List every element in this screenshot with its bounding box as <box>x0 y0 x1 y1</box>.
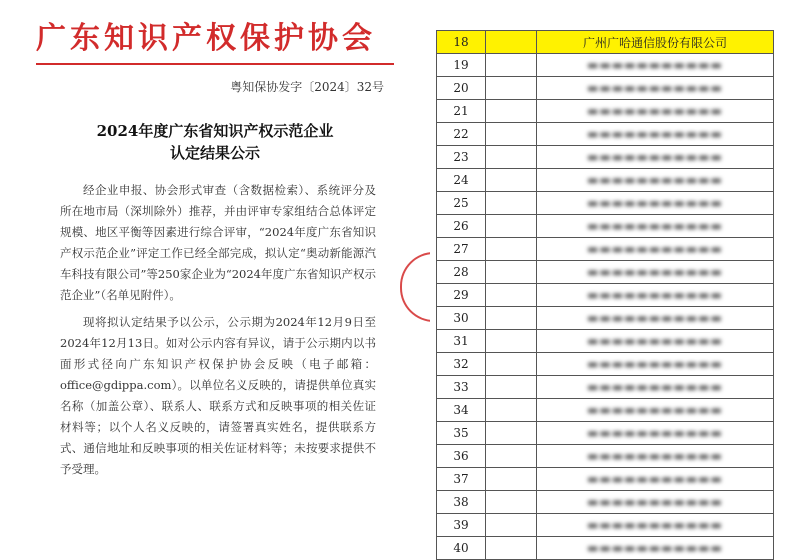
company-name-cell <box>537 399 774 422</box>
row-number: 38 <box>437 491 486 514</box>
company-name-cell <box>537 77 774 100</box>
table-row <box>437 261 774 284</box>
redacted-company-name: ▬▬▬▬▬▬▬▬▬▬▬ <box>587 495 723 509</box>
empty-cell <box>486 77 537 100</box>
empty-cell <box>486 54 537 77</box>
company-name-cell <box>537 330 774 353</box>
redacted-company-name: ▬▬▬▬▬▬▬▬▬▬▬ <box>587 242 723 256</box>
organization-header: 广东知识产权保护协会 <box>36 21 376 56</box>
company-name-cell <box>537 537 774 560</box>
empty-cell <box>486 330 537 353</box>
empty-cell <box>486 192 537 215</box>
empty-cell <box>486 353 537 376</box>
row-number: 22 <box>437 123 486 146</box>
redacted-company-name: ▬▬▬▬▬▬▬▬▬▬▬ <box>587 311 723 325</box>
company-name-cell <box>537 353 774 376</box>
company-name-cell <box>537 123 774 146</box>
empty-cell <box>486 31 537 54</box>
redacted-company-name: ▬▬▬▬▬▬▬▬▬▬▬ <box>587 403 723 417</box>
empty-cell <box>486 100 537 123</box>
company-name-cell <box>537 169 774 192</box>
empty-cell <box>486 445 537 468</box>
company-name-cell <box>537 54 774 77</box>
row-number: 32 <box>437 353 486 376</box>
table-row <box>437 468 774 491</box>
table-row <box>437 215 774 238</box>
redacted-company-name: ▬▬▬▬▬▬▬▬▬▬▬ <box>587 196 723 210</box>
company-name-cell <box>537 192 774 215</box>
company-name-cell: 广州广哈通信股份有限公司 <box>537 31 774 54</box>
table-row <box>437 238 774 261</box>
table-row <box>437 445 774 468</box>
table-row <box>437 100 774 123</box>
empty-cell <box>486 284 537 307</box>
row-number: 29 <box>437 284 486 307</box>
row-number: 35 <box>437 422 486 445</box>
row-number: 39 <box>437 514 486 537</box>
empty-cell <box>486 422 537 445</box>
redacted-company-name: ▬▬▬▬▬▬▬▬▬▬▬ <box>587 288 723 302</box>
company-name-cell <box>537 215 774 238</box>
row-number: 30 <box>437 307 486 330</box>
row-number: 28 <box>437 261 486 284</box>
row-number: 37 <box>437 468 486 491</box>
table-row <box>437 514 774 537</box>
redacted-company-name: ▬▬▬▬▬▬▬▬▬▬▬ <box>587 380 723 394</box>
redacted-company-name: ▬▬▬▬▬▬▬▬▬▬▬ <box>587 472 723 486</box>
empty-cell <box>486 261 537 284</box>
company-list-table <box>436 30 774 560</box>
row-number: 34 <box>437 399 486 422</box>
company-name-cell <box>537 376 774 399</box>
table-row <box>437 353 774 376</box>
document-right-page <box>430 0 800 554</box>
redacted-company-name: ▬▬▬▬▬▬▬▬▬▬▬ <box>587 104 723 118</box>
empty-cell <box>486 491 537 514</box>
redacted-company-name: ▬▬▬▬▬▬▬▬▬▬▬ <box>587 81 723 95</box>
company-name-cell <box>537 238 774 261</box>
empty-cell <box>486 215 537 238</box>
redacted-company-name: ▬▬▬▬▬▬▬▬▬▬▬ <box>587 518 723 532</box>
document-title <box>36 120 394 164</box>
table-row <box>437 422 774 445</box>
document-number: 粤知保协发字〔2024〕32号 <box>230 80 384 94</box>
empty-cell <box>486 169 537 192</box>
empty-cell <box>486 514 537 537</box>
company-name-cell <box>537 307 774 330</box>
row-number: 18 <box>437 31 486 54</box>
table-row <box>437 491 774 514</box>
company-name-cell <box>537 468 774 491</box>
company-name-cell <box>537 422 774 445</box>
empty-cell <box>486 468 537 491</box>
table-row <box>437 330 774 353</box>
row-number: 33 <box>437 376 486 399</box>
row-number: 19 <box>437 54 486 77</box>
company-name-cell <box>537 261 774 284</box>
body-paragraph-2: 现将拟认定结果予以公示，公示期为2024年12月9日至2024年12月13日。如对公示内容有异议，请于公示期内以书面形式径向广东知识产权保护协会反映（电子邮箱：office@gdippa.com）。以单位名义反映的，请提供单位真实名称（加盖公章）、联系人、联系方式和反映事项的相关佐证材料等；以个人名义反映的，请签署真实姓名，提供联系方式、通信地址和反映事项的相关佐证材料等；未按要求提供不予受理。 <box>60 315 376 476</box>
empty-cell <box>486 123 537 146</box>
body-paragraph-1: 经企业申报、协会形式审查（含数据检索）、系统评分及所在地市局（深圳除外）推荐，并由评审专家组结合总体评定规模、地区平衡等因素进行综合评审，“2024年度广东省知识产权示范企业”评定工作已经全部完成，拟认定“奥动新能源汽车科技有限公司”等250家企业为“2024年度广东省知识产权示范企业”（名单见附件）。 <box>60 183 376 302</box>
table-row <box>437 307 774 330</box>
table-row <box>437 192 774 215</box>
company-name-cell <box>537 491 774 514</box>
redacted-company-name: ▬▬▬▬▬▬▬▬▬▬▬ <box>587 357 723 371</box>
table-row <box>437 537 774 560</box>
redacted-company-name: ▬▬▬▬▬▬▬▬▬▬▬ <box>587 265 723 279</box>
row-number: 27 <box>437 238 486 261</box>
empty-cell <box>486 307 537 330</box>
redacted-company-name: ▬▬▬▬▬▬▬▬▬▬▬ <box>587 150 723 164</box>
title-line-1: 2024年度广东省知识产权示范企业 <box>96 122 334 140</box>
company-name-cell <box>537 445 774 468</box>
table-row <box>437 31 774 54</box>
row-number: 25 <box>437 192 486 215</box>
row-number: 31 <box>437 330 486 353</box>
table-row <box>437 77 774 100</box>
redacted-company-name: ▬▬▬▬▬▬▬▬▬▬▬ <box>587 219 723 233</box>
redacted-company-name: ▬▬▬▬▬▬▬▬▬▬▬ <box>587 334 723 348</box>
redacted-company-name: ▬▬▬▬▬▬▬▬▬▬▬ <box>587 173 723 187</box>
title-line-2: 认定结果公示 <box>169 144 260 162</box>
row-number: 40 <box>437 537 486 560</box>
company-name-cell <box>537 284 774 307</box>
row-number: 36 <box>437 445 486 468</box>
table-row <box>437 54 774 77</box>
table-row <box>437 169 774 192</box>
company-name-cell <box>537 146 774 169</box>
document-body <box>60 180 376 480</box>
redacted-company-name: ▬▬▬▬▬▬▬▬▬▬▬ <box>587 58 723 72</box>
redacted-company-name: ▬▬▬▬▬▬▬▬▬▬▬ <box>587 449 723 463</box>
table-row <box>437 123 774 146</box>
redacted-company-name: ▬▬▬▬▬▬▬▬▬▬▬ <box>587 127 723 141</box>
empty-cell <box>486 376 537 399</box>
row-number: 24 <box>437 169 486 192</box>
empty-cell <box>486 238 537 261</box>
row-number: 20 <box>437 77 486 100</box>
row-number: 21 <box>437 100 486 123</box>
company-name-cell <box>537 100 774 123</box>
table-row <box>437 146 774 169</box>
table-row <box>437 399 774 422</box>
header-divider <box>36 63 394 65</box>
company-name-cell <box>537 514 774 537</box>
table-row <box>437 376 774 399</box>
row-number: 23 <box>437 146 486 169</box>
empty-cell <box>486 537 537 560</box>
redacted-company-name: ▬▬▬▬▬▬▬▬▬▬▬ <box>587 426 723 440</box>
row-number: 26 <box>437 215 486 238</box>
table-row <box>437 284 774 307</box>
empty-cell <box>486 146 537 169</box>
empty-cell <box>486 399 537 422</box>
redacted-company-name: ▬▬▬▬▬▬▬▬▬▬▬ <box>587 541 723 555</box>
